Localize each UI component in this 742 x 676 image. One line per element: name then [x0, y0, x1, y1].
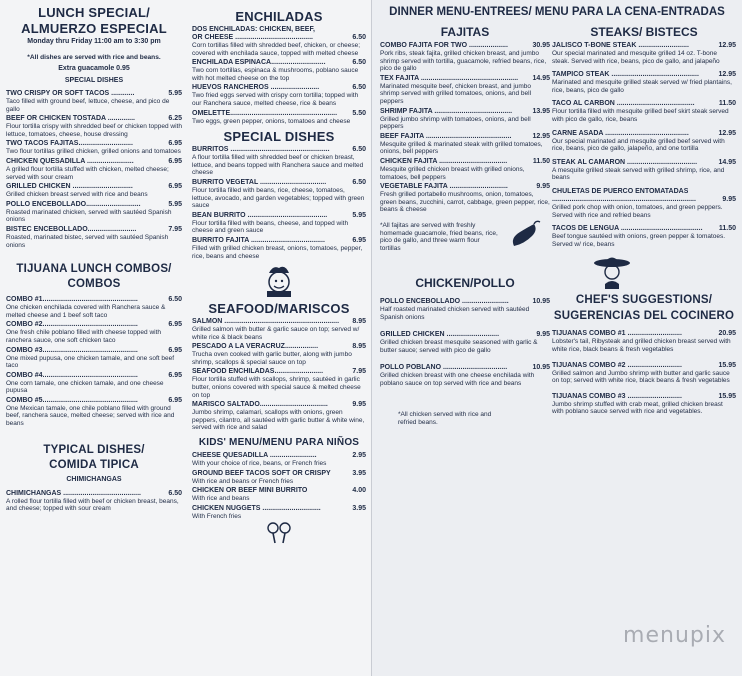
menu-item-description: Jumbo shrimp, calamari, scallops with onions, green peppers, cilantro, all sautéed with garlic butter & white wine, served with rice and salad — [192, 409, 365, 432]
enchiladas-list — [192, 26, 366, 125]
menu-item-description: Marinated mesquite beef, chicken breast, and jumbo shrimp served with grilled tomatoes, onions, and bell peppers — [380, 82, 532, 105]
menu-item — [6, 115, 182, 138]
menu-item-header — [192, 401, 366, 409]
menu-item-header — [192, 237, 366, 245]
menu-item — [6, 183, 182, 199]
menu-item-header — [192, 505, 366, 513]
menu-item — [192, 452, 366, 468]
menu-item-price: 11.50 — [718, 225, 736, 233]
tijuana-title-1: TIJUANA LUNCH COMBOS/ — [16, 263, 172, 276]
menu-item-description: Beef tongue sautéed with onions, green pepper & tomatoes. Served w/ rice, beans — [552, 233, 726, 248]
menu-item-description: Flour tortilla stuffed with scallops, shrimp, sautéed in garlic butter, onions covered with special sauce & melted cheese on top — [192, 376, 361, 399]
menu-item — [6, 158, 182, 181]
menu-item — [552, 71, 736, 94]
menu-item — [552, 362, 736, 385]
menu-item-price: 7.95 — [168, 225, 182, 233]
menu-item-price: 13.95 — [532, 107, 550, 115]
menu-item — [380, 42, 550, 73]
menu-item — [192, 26, 366, 34]
tijuana-list — [6, 296, 182, 428]
menu-item-price: 6.95 — [168, 371, 182, 379]
mariachi-icon — [592, 254, 736, 290]
menu-item-name: POLLO ENCEBOLLADO ........................ — [380, 297, 509, 305]
menu-item-price: 6.95 — [168, 157, 182, 165]
kids-list — [192, 452, 366, 520]
menu-item — [552, 393, 736, 416]
menu-item-price: 12.95 — [718, 71, 736, 79]
menu-item-price: 9.95 — [536, 183, 550, 191]
menu-item-header — [192, 343, 366, 351]
menu-item-header — [6, 296, 182, 304]
menu-item-price: 12.95 — [718, 129, 736, 137]
typical-title-2: COMIDA TIPICA — [49, 458, 139, 471]
menu-item-price: 2.95 — [352, 452, 366, 460]
menu-item-price: 5.50 — [352, 109, 366, 117]
menu-item-description: Two flour tortillas grilled chicken, grilled onions and tomatoes — [6, 148, 181, 156]
menu-item-name: PESCADO A LA VERACRUZ................. — [192, 343, 319, 351]
menu-item-header — [380, 298, 550, 306]
menu-item-name: BEEF FAJITA ............................................ — [380, 132, 512, 140]
lunch-extra: Extra guacamole 0.95 — [58, 65, 130, 72]
menu-item-description: A flour tortilla filled with shredded beef or chicken breast, lettuce, and beans topped with Ranchera sauce and melted cheese — [192, 154, 364, 177]
menu-item — [552, 330, 736, 353]
menu-item — [552, 100, 736, 123]
menu-item-description: Mesquite grilled chicken breast with grilled onions, tomatoes, bell peppers — [380, 165, 525, 181]
menu-item-description: Roasted marinated chicken, served with sautéed Spanish onions — [6, 208, 172, 224]
menu-item-description: One mixed pupusa, one chicken tamale, and one soft beef taco — [6, 354, 175, 370]
menu-item-name: COMBO #1................................................. — [6, 296, 138, 304]
menu-item-header — [552, 225, 736, 233]
menu-item-header — [6, 347, 182, 355]
menu-item — [192, 318, 366, 341]
menu-item-price: 6.50 — [352, 178, 366, 186]
menu-item — [6, 296, 182, 319]
menu-item — [552, 159, 736, 182]
menu-item-price: 8.95 — [352, 343, 366, 351]
menu-item-header — [380, 108, 550, 116]
menu-item-price: 6.95 — [352, 236, 366, 244]
lunch-note: *All dishes are served with rice and beans. — [27, 54, 161, 61]
menu-item-header — [6, 115, 182, 123]
menu-item-name: CHICKEN NUGGETS .............................. — [192, 504, 321, 512]
menu-item-price: 12.95 — [718, 42, 736, 49]
special-title: SPECIAL DISHES — [223, 129, 335, 145]
menu-item-name: GRILLED CHICKEN ........................... — [380, 331, 500, 339]
typical-sub: CHIMICHANGAS — [66, 475, 122, 483]
menu-item — [6, 201, 182, 224]
menu-item-price: 5.95 — [168, 200, 182, 208]
menu-item-header — [192, 179, 366, 187]
menu-item-header — [552, 188, 736, 196]
menu-item-description: One chicken enchilada covered with Ranchera sauce & melted cheese and 1 beef soft taco — [6, 304, 166, 319]
typical-list — [6, 490, 182, 513]
chef-title-2: SUGERENCIAS DEL COCINERO — [553, 310, 735, 323]
menu-item-name: CHICKEN FAJITA ................................... — [380, 157, 508, 165]
menu-item-description: Lobster's tail, Ribysteak and grilled chicken breast served with white rice, black beans & fresh vegetables — [552, 338, 731, 353]
menu-item-price: 20.95 — [718, 330, 736, 338]
menu-item-name: POLLO ENCEBOLLADO............................ — [6, 200, 141, 208]
menu-item-header — [380, 133, 550, 141]
menu-item-description: Filled with grilled chicken breast, onions, tomatoes, pepper, rice, beans and cheese — [192, 244, 363, 260]
menu-item-header — [380, 158, 550, 166]
menu-item-description: Mesquite grilled & marinated steak with grilled tomatoes, onions, bell peppers — [380, 140, 543, 156]
lunch-list — [6, 90, 182, 249]
menu-item-name: GRILLED CHICKEN ............................... — [6, 183, 133, 191]
menu-item-header — [192, 59, 366, 67]
menu-item-name: VEGETABLE FAJITA .............................. — [380, 183, 508, 191]
menu-item-price: 7.95 — [352, 368, 366, 376]
menu-item-header — [6, 321, 182, 329]
menu-item-description: Two corn tortillas, espinaca & mushrooms, poblano sauce with hot melted cheese on the top — [192, 67, 359, 82]
menu-item-name: STEAK AL CAMARON .................................... — [552, 158, 698, 166]
column-lunch — [6, 4, 182, 515]
menu-item-header — [192, 452, 366, 460]
menu-item-name: TWO CRISPY OR SOFT TACOS ............ — [6, 90, 135, 97]
chef-icon — [192, 264, 366, 298]
menu-item-header — [380, 364, 550, 372]
menu-item — [552, 225, 736, 248]
menupix-watermark: menupix — [623, 623, 726, 648]
menu-item-price: 6.50 — [352, 59, 366, 67]
menu-item-price: 30.95 — [532, 42, 550, 49]
menu-item — [192, 487, 366, 503]
menu-item-description: Grilled salmon with butter & garlic sauce on top; served w/ white rice & black beans — [192, 326, 360, 341]
menu-item-name: .......................................................................... — [552, 195, 696, 203]
menu-item-price: 15.95 — [718, 392, 736, 400]
menu-item-name: TEX FAJITA .................................................. — [380, 74, 519, 82]
menu-item-header — [192, 34, 366, 42]
menu-item-name: TIJUANAS COMBO #1 ............................ — [552, 330, 682, 338]
menu-item-price: 11.50 — [718, 100, 736, 108]
menu-item-header — [6, 140, 182, 148]
menu-item-price: 3.95 — [352, 469, 366, 477]
menu-item-name: TAMPICO STEAK ............................................. — [552, 71, 699, 79]
menu-item — [192, 34, 366, 57]
menu-item-description: With your choice of rice, beans, or French fries — [192, 460, 327, 468]
menu-item-price: 6.25 — [168, 115, 182, 123]
menu-item-name: BURRITO FAJITA ...................................... — [192, 236, 325, 244]
menu-item — [552, 42, 736, 65]
menu-item-header — [552, 71, 736, 79]
menu-item — [380, 75, 550, 106]
menu-item-name: SEAFOOD ENCHILADAS......................... — [192, 368, 324, 376]
chicken-note: *All chicken served with rice and refried beans. — [398, 411, 492, 427]
menu-item-header — [380, 75, 550, 83]
menu-item-name: CHICKEN OR BEEF MINI BURRITO — [192, 487, 308, 495]
menu-item-description: Grilled jumbo shrimp with tomatoes, onions, and bell peppers — [380, 115, 531, 131]
menu-item-price: 6.95 — [168, 321, 182, 329]
menu-item — [6, 90, 182, 113]
chili-pepper-icon — [508, 220, 542, 255]
menu-item-description: One fresh chile poblano filled with cheese topped with ranchera sauce, one soft chicken taco — [6, 329, 162, 344]
menu-item-price: 9.95 — [722, 195, 736, 203]
menu-item-description: Flour tortilla filled with beans, cheese, and topped with cheese and green sauce — [192, 219, 349, 235]
menu-item-name: TIJUANAS COMBO #2 ............................ — [552, 361, 682, 369]
menu-item-header — [552, 330, 736, 338]
menu-item-description: Grilled chicken breast served with rice and beans — [6, 191, 148, 199]
lunch-hours: Monday thru Friday 11:00 am to 3:30 pm — [27, 38, 161, 45]
menu-item-header — [6, 226, 182, 234]
menu-item-price: 12.95 — [532, 132, 550, 140]
menu-item — [6, 226, 182, 249]
menu-item-price: 6.95 — [168, 396, 182, 404]
menu-page-right — [372, 0, 742, 676]
menu-item-name: TIJUANAS COMBO #3 ............................ — [552, 392, 682, 400]
menu-item-header — [380, 42, 550, 50]
menu-item-price: 3.95 — [352, 504, 366, 512]
menu-item-header — [380, 183, 550, 191]
tijuana-title-2: COMBOS — [67, 278, 121, 291]
menu-item-description: Flour tortilla crispy with shredded beef or chicken topped with lettuce, tomatoes, cheese, house dressing — [6, 123, 182, 138]
menu-item-price: 14.95 — [532, 74, 550, 82]
menu-item-header — [192, 212, 366, 220]
menu-item-description: A mesquite grilled steak served with grilled shrimp, rice, and beans — [552, 166, 725, 182]
menu-item-description: Grilled salmon and Jumbo shrimp with butter and garlic sauce on top; served with white rice, black beans & fresh vegetables — [552, 369, 730, 385]
menu-item-name: BISTEC ENCEBOLLADO......................... — [6, 225, 137, 233]
menu-item-description: Corn tortillas filled with shredded beef, chicken, or cheese; covered with enchilada sauce, topped with melted cheese — [192, 42, 361, 57]
menu-item-description: Grilled chicken breast mesquite seasoned with garlic & butter sauce; served with pico de gallo — [380, 339, 538, 354]
menu-item-name: BURRITOS ................................................... — [192, 146, 330, 154]
menu-item-header — [552, 393, 736, 401]
fajitas-note: *All fajitas are served with freshly homemade guacamole, fried beans, rice, pico de gallo, and three warm flour tortillas — [380, 222, 498, 252]
menu-item-description: A rolled flour tortilla filled with beef or chicken breast, beans, and cheese; topped with sour cream — [6, 497, 179, 513]
menu-item-price: 6.50 — [352, 34, 366, 41]
menu-item-name: CHEESE QUESADILLA ........................ — [192, 452, 317, 460]
menu-item-description: Two eggs, green pepper, onions, tomatoes and cheese — [192, 117, 351, 125]
seafood-title: SEAFOOD/MARISCOS — [208, 301, 350, 317]
menu-item-header — [192, 318, 366, 326]
menu-item — [192, 84, 366, 107]
menu-item-description: Marinated and mesquite grilled steak served w/ fried plantains, rice, beans, pico de gallo — [552, 79, 732, 94]
menu-item-description: Trucha oven cooked with garlic butter, along with jumbo shrimp, scallops & special sauce on top — [192, 351, 352, 366]
menu-item-name: CARNE ASADA ........................................... — [552, 129, 689, 137]
menu-item-name: OMELETTE....................................................... — [192, 109, 338, 117]
menu-item-header — [552, 42, 736, 50]
menu-item-description: Grilled chicken breast with one cheese enchilada with poblano sauce on top served with rice and beans — [380, 372, 535, 387]
menu-item — [380, 108, 550, 131]
menu-item-description: Half roasted marinated chicken served with sautéed Spanish onions — [380, 305, 530, 321]
menu-item-price: 6.50 — [352, 146, 366, 154]
menu-item — [6, 140, 182, 156]
menu-item — [192, 212, 366, 235]
menu-item-name: TACOS DE LENGUA .......................................... — [552, 225, 703, 233]
menu-item-description: With French fries — [192, 512, 242, 520]
menu-item-description: Flour tortilla filled with beans, rice, cheese, tomatoes, lettuce, avocado, and garden vegetables; topped with green sauce — [192, 186, 365, 210]
menu-item — [192, 505, 366, 521]
menu-item — [6, 397, 182, 428]
menu-item-description: Fresh grilled portabello mushrooms, onion, tomatoes, green beans, zucchini, carrot, cabbage, green pepper, rice, beans & cheese — [380, 191, 550, 214]
menu-item-description: Pork ribs, steak fajita, grilled chicken breast, and jumbo shrimp served with tortilla, guacamole, refried beans, rice, pico de gallo — [380, 50, 547, 73]
menu-item — [6, 372, 182, 395]
special-list — [192, 146, 366, 260]
menu-item-header — [6, 372, 182, 380]
menu-item — [192, 368, 366, 399]
menu-item-header — [552, 196, 736, 204]
menu-item — [192, 146, 366, 177]
menu-item-price: 6.95 — [168, 183, 182, 191]
menu-item-name: MARISCO SALTADO................................... — [192, 401, 328, 409]
menu-item-price: 9.95 — [536, 331, 550, 339]
menu-item-price: 5.95 — [168, 90, 182, 97]
seafood-list — [192, 318, 366, 432]
menu-item-header — [6, 90, 182, 98]
menu-item-name: CHIMICHANGAS ........................................ — [6, 489, 141, 497]
menu-item — [192, 343, 366, 366]
menu-item — [192, 110, 366, 126]
menu-item-price: 5.95 — [352, 211, 366, 219]
menu-item — [192, 179, 366, 210]
menu-item-price: 8.95 — [352, 318, 366, 326]
menu-item-header — [192, 487, 366, 495]
menu-item — [380, 331, 550, 354]
menu-item-description: Our special marinated and mesquite grilled 14 oz. T-bone steak. Served with rice, beans, pico de gallo, and jalapeño — [552, 50, 720, 65]
menu-item-header — [192, 470, 366, 478]
menu-item-name: GROUND BEEF TACOS SOFT OR CRISPY — [192, 469, 331, 477]
column-enchiladas — [192, 4, 366, 548]
steaks-list — [552, 42, 736, 248]
menu-item-price: 10.95 — [532, 364, 550, 372]
fajitas-list — [380, 42, 550, 214]
menu-item-header — [6, 490, 182, 498]
column-steaks-chef — [552, 26, 736, 424]
lunch-special-heading: SPECIAL DISHES — [64, 77, 124, 84]
menu-item-name: COMBO FAJITA FOR TWO .................... — [380, 42, 508, 49]
steaks-title: STEAKS/ BISTECS — [590, 26, 698, 39]
menu-item-price: 6.50 — [168, 296, 182, 304]
menu-item — [380, 133, 550, 156]
menu-item-name: POLLO POBLANO ................................. — [380, 364, 508, 372]
menu-item-description: With rice and beans or French fries — [192, 477, 294, 485]
fajitas-title: FAJITAS — [440, 26, 490, 39]
menu-item — [552, 196, 736, 219]
menu-item-header — [552, 362, 736, 370]
menu-item-header — [6, 397, 182, 405]
menu-item-description: Taco filled with ground beef, lettuce, cheese, and pico de gallo — [6, 98, 170, 113]
menu-item-name: BEEF OR CHICKEN TOSTADA .............. — [6, 115, 135, 123]
chicken-list — [380, 298, 550, 388]
menu-item-header — [192, 368, 366, 376]
menu-item-header — [6, 158, 182, 166]
menu-item-description: Two fried eggs served with crispy corn tortilla; topped with our Ranchera sauce, melted cheese, rice & beans — [192, 92, 359, 107]
menu-item-name: OR CHEESE ........................................ — [192, 34, 313, 41]
lunch-title-1: LUNCH SPECIAL/ — [38, 5, 150, 20]
menu-item-header — [380, 331, 550, 339]
menu-item-price: 6.95 — [168, 346, 182, 354]
menu-item-name: ENCHILADA ESPINACA............................ — [192, 59, 326, 67]
menu-item-header — [552, 130, 736, 138]
menu-item-name: JALISCO T-BONE STEAK .......................... — [552, 42, 689, 49]
menu-item — [380, 298, 550, 321]
menu-item — [6, 321, 182, 344]
menu-item-price: 6.50 — [168, 489, 182, 497]
menu-item-header — [192, 26, 366, 34]
menu-item-name: COMBO #3................................................. — [6, 346, 138, 354]
lunch-title-2: ALMUERZO ESPECIAL — [21, 21, 167, 36]
menu-item-name: COMBO #4................................................. — [6, 371, 138, 379]
menu-item-header — [6, 183, 182, 191]
menu-item — [6, 490, 182, 513]
menu-item-name: BURRITO VEGETAL .................................. — [192, 178, 327, 186]
menu-item — [380, 364, 550, 387]
menu-item-name: COMBO #5................................................. — [6, 396, 138, 404]
menu-item — [192, 59, 366, 82]
kids-title: KIDS' MENU/MENU PARA NIÑOS — [198, 437, 360, 449]
typical-title-1: TYPICAL DISHES/ — [43, 443, 145, 456]
menu-item-description: One corn tamale, one chicken tamale, and one cheese pupusa — [6, 379, 164, 395]
chicken-title: CHICKEN/POLLO — [415, 275, 515, 290]
menu-item-name: CHULETAS DE PUERCO ENTOMATADAS — [552, 187, 689, 195]
menu-item — [552, 188, 736, 196]
chef-title-1: CHEF'S SUGGESTIONS/ — [575, 294, 713, 307]
menu-item-description: A grilled flour tortilla stuffed with chicken, melted cheese; served with sour cream — [6, 165, 169, 181]
maracas-icon — [192, 522, 366, 544]
menu-item-header — [6, 201, 182, 209]
menu-item-name: TACO AL CARBON ........................................ — [552, 100, 695, 108]
menu-item-name: BEAN BURRITO ......................................... — [192, 211, 328, 219]
dinner-heading: DINNER MENU-ENTREES/ MENU PARA LA CENA-ENTRADAS — [389, 6, 725, 18]
menu-item-description: Roasted, marinated bistec, served with sautéed Spanish onions — [6, 233, 169, 249]
chef-list — [552, 330, 736, 416]
menu-item-name: SHRIMP FAJITA ........................................ — [380, 107, 513, 115]
enchiladas-title: ENCHILADAS — [235, 9, 323, 24]
menu-item-description: One Mexican tamale, one chile poblano filled with ground beef, ranchera sauce, melted cheese; served with rice and beans — [6, 404, 175, 428]
menu-item-name: COMBO #2................................................. — [6, 321, 138, 329]
menu-item-price: 6.95 — [168, 140, 182, 148]
menu-item-price: 14.95 — [718, 158, 736, 166]
menu-item-header — [552, 159, 736, 167]
menu-item-price: 10.95 — [532, 297, 550, 305]
menu-item-price: 4.00 — [352, 487, 366, 495]
menu-item-header — [192, 84, 366, 92]
menu-item-name: DOS ENCHILADAS: CHICKEN, BEEF, — [192, 26, 315, 33]
menu-item-header — [192, 146, 366, 154]
menu-item-name: TWO TACOS FAJITAS............................ — [6, 140, 133, 148]
menu-item-price: 9.95 — [352, 401, 366, 409]
menu-item-price: 11.50 — [532, 157, 550, 165]
menu-item-description: Flour tortilla filled with mesquite grilled beef skirt steak served with pico de gallo, rice, beans — [552, 108, 729, 123]
menu-item — [552, 130, 736, 153]
menu-item-name: SALMON ........................................................... — [192, 318, 340, 326]
column-fajitas-chicken — [380, 26, 550, 427]
menu-item-price: 15.95 — [718, 361, 736, 369]
menu-item-description: Our special marinated and mesquite grilled beef served with rice, beans, pico de gallo, jalapeño, and one tortilla — [552, 137, 725, 153]
menu-item — [380, 158, 550, 181]
menu-item — [192, 401, 366, 432]
menu-item-name: CHICKEN QUESADILLA ........................ — [6, 157, 134, 165]
menu-item — [380, 183, 550, 214]
menu-item — [6, 347, 182, 370]
menu-item-price: 6.50 — [352, 84, 366, 92]
menu-item — [192, 470, 366, 486]
menu-item-description: Jumbo shrimp stuffed with crab meat, grilled chicken breast with poblano sauce served with rice and vegetables. — [552, 400, 723, 416]
menu-item-description: With rice and beans — [192, 495, 250, 503]
menu-item-header — [192, 110, 366, 118]
menu-item — [192, 237, 366, 260]
menu-item-header — [552, 100, 736, 108]
menu-item-description: Grilled pork chop with onion, tomatoes, and green peppers. Served with rice and refried beans — [552, 203, 723, 219]
menu-item-name: HUEVOS RANCHEROS ......................... — [192, 84, 320, 92]
